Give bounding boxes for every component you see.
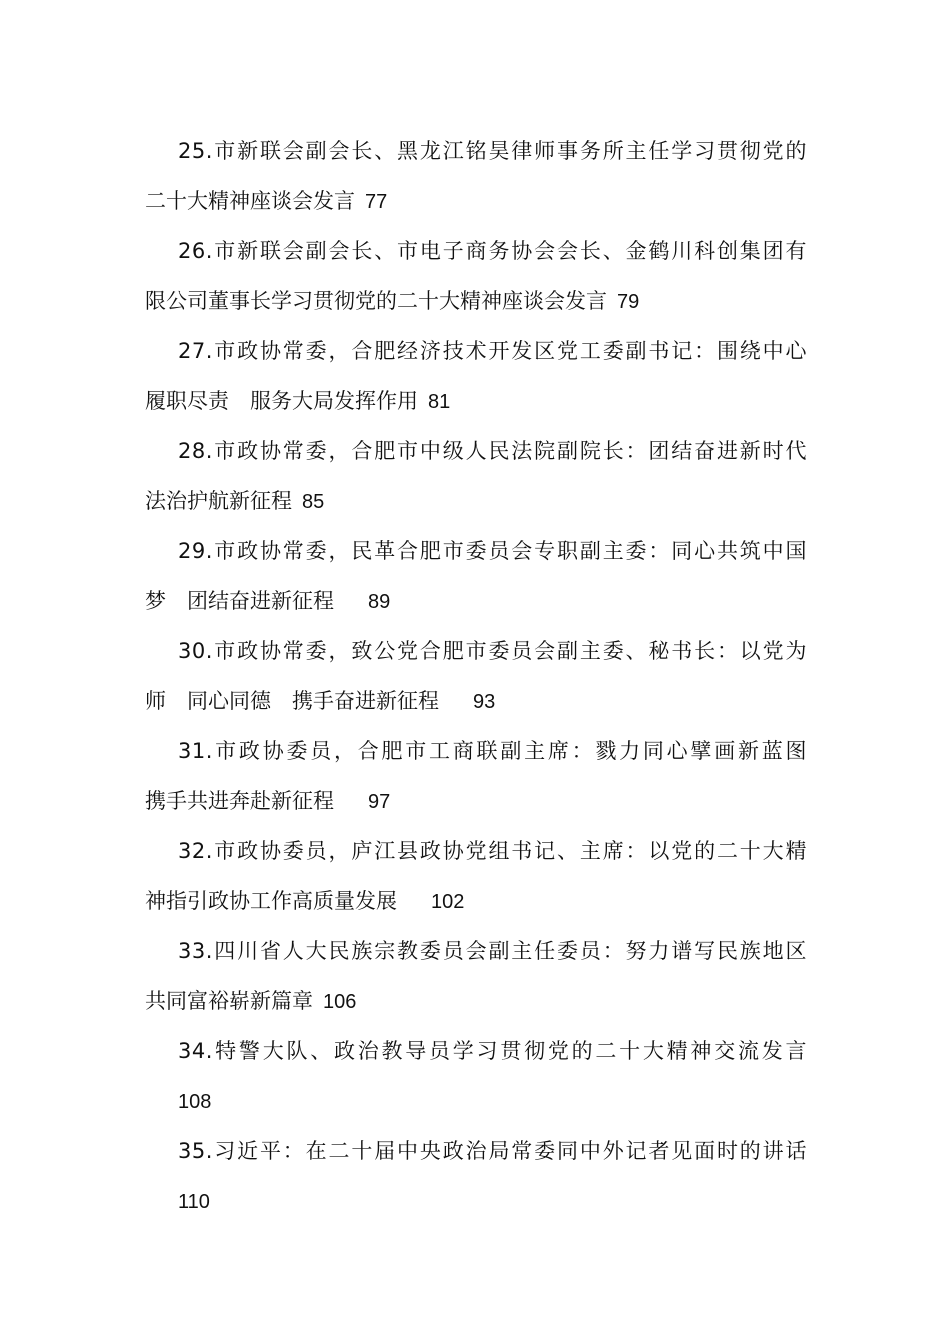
toc-entry-continuation [145, 276, 807, 326]
toc-entry-title: 33.四川省人大民族宗教委员会副主任委员：努力谱写民族地区 [178, 939, 807, 963]
toc-page-number: 89 [368, 591, 391, 613]
toc-entry [145, 826, 807, 926]
toc-entry-title-cont: 履职尽责 服务大局发挥作用 [145, 389, 418, 413]
toc-page-number: 110 [178, 1191, 210, 1213]
toc-entry-continuation [145, 1176, 807, 1226]
toc-page-number: 93 [473, 691, 496, 713]
toc-page-number: 106 [323, 991, 357, 1013]
toc-entry-title: 32.市政协委员，庐江县政协党组书记、主席：以党的二十大精 [178, 839, 807, 863]
toc-entry-continuation [145, 776, 807, 826]
toc-entry-title-cont: 梦 团结奋进新征程 [145, 589, 334, 613]
toc-entry-title-cont: 法治护航新征程 [145, 489, 292, 513]
table-of-contents [145, 126, 807, 1226]
toc-entry-title: 29.市政协常委，民革合肥市委员会专职副主委：同心共筑中国 [178, 539, 807, 563]
toc-entry-title-cont: 二十大精神座谈会发言 [145, 189, 355, 213]
toc-entry-title-cont: 神指引政协工作高质量发展 [145, 889, 397, 913]
toc-entry-title: 30.市政协常委，致公党合肥市委员会副主委、秘书长：以党为 [178, 639, 807, 663]
toc-entry-title: 27.市政协常委，合肥经济技术开发区党工委副书记：围绕中心 [178, 339, 807, 363]
toc-entry-continuation [145, 1076, 807, 1126]
toc-entry-title: 28.市政协常委，合肥市中级人民法院副院长：团结奋进新时代 [178, 439, 807, 463]
toc-entry [145, 126, 807, 226]
toc-entry-continuation [145, 976, 807, 1026]
toc-entry [145, 426, 807, 526]
toc-entry-title-cont: 共同富裕崭新篇章 [145, 989, 313, 1013]
toc-page-number: 81 [428, 391, 451, 413]
toc-entry [145, 1126, 807, 1226]
toc-entry [145, 226, 807, 326]
toc-entry [145, 326, 807, 426]
toc-page-number: 77 [365, 191, 388, 213]
toc-entry-continuation [145, 576, 807, 626]
toc-entry-title: 35.习近平：在二十届中央政治局常委同中外记者见面时的讲话 [178, 1139, 807, 1163]
toc-page-number: 79 [617, 291, 640, 313]
toc-entry-continuation [145, 476, 807, 526]
toc-page-number: 85 [302, 491, 325, 513]
toc-entry [145, 1026, 807, 1126]
toc-entry-title: 26.市新联会副会长、市电子商务协会会长、金鹤川科创集团有 [178, 239, 807, 263]
toc-entry-title: 34.特警大队、政治教导员学习贯彻党的二十大精神交流发言 [178, 1039, 807, 1063]
toc-entry [145, 726, 807, 826]
toc-entry-continuation [145, 876, 807, 926]
toc-entry-title: 31.市政协委员，合肥市工商联副主席：戮力同心擘画新蓝图 [178, 739, 807, 763]
toc-entry-title: 25.市新联会副会长、黑龙江铭昊律师事务所主任学习贯彻党的 [178, 139, 807, 163]
toc-entry-continuation [145, 376, 807, 426]
toc-entry [145, 926, 807, 1026]
toc-entry-title-cont: 限公司董事长学习贯彻党的二十大精神座谈会发言 [145, 289, 607, 313]
toc-entry [145, 526, 807, 626]
toc-entry-continuation [145, 676, 807, 726]
toc-page-number: 108 [178, 1091, 212, 1113]
toc-entry-continuation [145, 176, 807, 226]
toc-page-number: 97 [368, 791, 391, 813]
toc-entry [145, 626, 807, 726]
toc-entry-title-cont: 携手共进奔赴新征程 [145, 789, 334, 813]
toc-page-number: 102 [431, 891, 465, 913]
toc-entry-title-cont: 师 同心同德 携手奋进新征程 [145, 689, 439, 713]
